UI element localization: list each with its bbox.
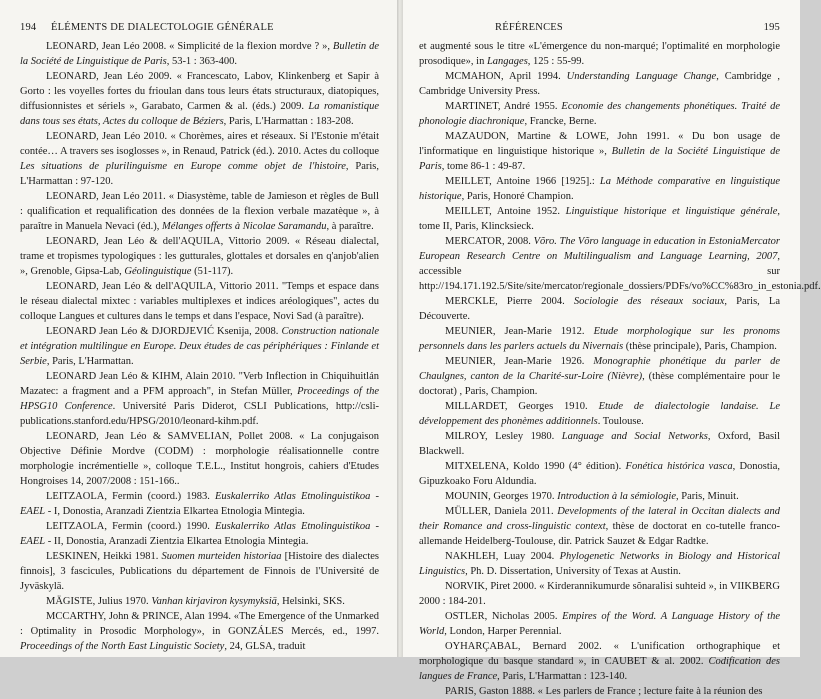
reference-text: LEONARD, Jean Léo & dell'AQUILA, Vittorio 2011. "Temps et espace dans le réseau dialectal mixtec : variables multiplexes et indices aréologiques", actes du colloque Langues et cultures dans le temps et dans l'espace, Novi Sad (à paraître). <box>20 281 379 322</box>
reference-text: MILLARDET, Georges 1910. <box>445 401 599 412</box>
reference-entry <box>20 69 379 129</box>
reference-text: , tome II, Paris, Klincksieck. <box>419 206 780 232</box>
reference-text: , tome 86-1 : 49-87. <box>441 161 526 172</box>
reference-title: Linguistique historique et linguistique générale <box>565 206 778 217</box>
left-running-head: ÉLÉMENTS DE DIALECTOLOGIE GÉNÉRALE <box>51 22 274 33</box>
reference-entry <box>419 99 780 129</box>
reference-entry <box>20 279 379 324</box>
reference-entry <box>419 639 780 684</box>
reference-entry <box>20 234 379 279</box>
reference-text: OSTLER, Nicholas 2005. <box>445 611 563 622</box>
reference-text: MAZAUDON, Martine & LOWE, John 1991. « Du bon usage de l'informatique en linguistique historique », <box>419 131 780 157</box>
reference-entry <box>20 324 379 369</box>
reference-text: PARIS, Gaston 1888. « Les parlers de France ; lecture faite à la réunion des <box>445 686 763 697</box>
reference-title: Sociologie des réseaux sociaux <box>573 296 725 307</box>
reference-title: Vanhan kirjaviron kysymyksiä <box>151 596 277 607</box>
reference-entry <box>419 579 780 609</box>
reference-entry <box>20 594 379 609</box>
right-page-number: 195 <box>763 22 780 33</box>
reference-title: Understanding Language Change <box>566 71 717 82</box>
reference-title: Empires of the Word. A Language History of the World <box>419 611 780 637</box>
reference-entry <box>20 429 379 489</box>
reference-entry <box>419 129 780 174</box>
reference-title: Etude morphologique sur les pronoms personnels dans les parlers actuels du Nivernais <box>419 326 780 352</box>
reference-text: LEONARD, Jean Léo & SAMVELIAN, Pollet 2008. « La conjugaison Objective Définie Mordve (CODM) : morphologie réalisationnelle contre morphologie incrémentielle », colloque T.E.L., Institut hongrois, cahiers d'Etudes Hongroises 14, 2007/2008 : 151-166.. <box>20 431 379 487</box>
reference-text: , 24, GLSA, traduit <box>224 641 306 652</box>
reference-text: , 53-1 : 363-400. <box>166 56 237 67</box>
reference-entry <box>419 609 780 639</box>
reference-text: et augmenté sous le titre «L'émergence du non-marqué; l'optimalité en morphologie prosodique», in <box>419 41 780 67</box>
reference-text: MÜLLER, Daniela 2011. <box>445 506 558 517</box>
reference-entry <box>419 324 780 354</box>
reference-text: LEITZAOLA, Fermin (coord.) 1990. <box>46 521 216 532</box>
reference-text: . Toulouse. <box>597 416 644 427</box>
reference-text: LESKINEN, Heikki 1981. <box>46 551 162 562</box>
reference-title: Language and Social Networks <box>561 431 708 442</box>
reference-entry <box>20 609 379 654</box>
reference-text: , Ph. D. Dissertation, University of Texas at Austin. <box>465 566 681 577</box>
reference-title: Developments of the lateral in Occitan dialects and their Romance and cross-linguistic context <box>419 506 780 532</box>
reference-entry <box>20 519 379 549</box>
reference-text: MERCKLE, Pierre 2004. <box>445 296 574 307</box>
reference-text: - II, Donostia, Aranzadi Zientzia Elkartea Etnologia Mintegia. <box>45 536 309 547</box>
reference-text: MCMAHON, April 1994. <box>445 71 567 82</box>
reference-continuation <box>419 39 780 69</box>
reference-text: LEONARD Jean Léo & KIHM, Alain 2010. "Verb Inflection in Chiquihuitlán Mazatec: a fragment and a PFM approach", in Stefan Müller, <box>20 371 379 397</box>
reference-entry <box>419 429 780 459</box>
reference-text: , Paris, L'Harmattan : 183-208. <box>223 116 354 127</box>
reference-title: Proceedings of the HPSG10 Conference <box>20 386 379 412</box>
left-page-number: 194 <box>20 22 37 33</box>
left-reference-list <box>20 39 379 654</box>
reference-text: MARTINET, André 1955. <box>445 101 562 112</box>
reference-text: LEITZAOLA, Fermin (coord.) 1983. <box>46 491 216 502</box>
reference-entry <box>20 129 379 189</box>
reference-text: MEUNIER, Jean-Marie 1912. <box>445 326 594 337</box>
reference-title: Fonética histórica vasca <box>625 461 733 472</box>
reference-entry <box>20 189 379 234</box>
reference-text: MITXELENA, Koldo 1990 (4° édition). <box>445 461 626 472</box>
reference-title: Etude de dialectologie landaise. Le développement des phonèmes additionnels <box>419 401 780 427</box>
reference-text: LEONARD, Jean Léo 2011. « Diasystème, table de Jamieson et règles de Bull : qualification et requalification des données de la flexion verbale mazatèque », à paraître in Manuela Nevaci (éd.), <box>20 191 379 232</box>
reference-text: , Paris, L'Harmattan : 97-120. <box>20 161 379 187</box>
reference-entry <box>419 399 780 429</box>
reference-text: , Helsinki, SKS. <box>276 596 345 607</box>
reference-title: Construction nationale et intégration multilingue en Europe. Deux études de cas périphériques : Finlande et Serbie <box>20 326 380 367</box>
reference-text: . Université Paris Diderot, CSLI Publications, http://csli-publications.stanford.edu/HPSG/2010/leonard-kihm.pdf. <box>20 401 379 427</box>
reference-text: (51-117). <box>191 266 234 277</box>
reference-text: , Francke, Berne. <box>524 116 597 127</box>
reference-text: [Histoire des dialectes finnois], 3 fascicules, Publications du département de Finnois de l'Université de Jyväskylä. <box>20 551 379 592</box>
reference-entry <box>419 174 780 204</box>
reference-entry <box>419 294 780 324</box>
reference-title: Võro. The Võro language in education in EstoniaMercator European Research Centre on Multilingualism and Language Learning, 2007 <box>419 236 780 262</box>
reference-entry <box>419 459 780 489</box>
reference-text: MEILLET, Antoine 1952. <box>445 206 566 217</box>
reference-title: Proceedings of the North East Linguistic Society <box>20 641 225 652</box>
reference-title: Economie des changements phonétiques. Traité de phonologie diachronique <box>419 101 780 127</box>
reference-title: Langages <box>486 56 528 67</box>
reference-text: NAKHLEH, Luay 2004. <box>445 551 560 562</box>
reference-text: , accessible sur http://194.171.192.5/Site/site/mercator/regionale_dossiers/PDFs/vo%CC%83ro_in_estonia.pdf. <box>419 251 821 292</box>
reference-title: Bulletin de la Société de Linguistique de Paris <box>20 41 379 67</box>
reference-text: MEILLET, Antoine 1966 [1925].: <box>445 176 600 187</box>
reference-title: La romanistique dans tous ses états, Actes du colloque de Béziers <box>20 101 379 127</box>
reference-title: Suomen murteiden historiaa <box>161 551 282 562</box>
reference-entry <box>419 204 780 234</box>
right-reference-list <box>419 39 821 699</box>
reference-text: MÄGISTE, Julius 1970. <box>46 596 152 607</box>
left-running-header <box>20 0 379 33</box>
left-page <box>0 0 397 657</box>
reference-title: Euskalerriko Atlas Etnolinguistikoa - EAEL <box>20 521 380 547</box>
reference-title: Géolinguistique <box>124 266 192 277</box>
reference-title: Phylogenetic Networks in Biology and Historical Linguistics <box>419 551 780 577</box>
reference-entry <box>20 549 379 594</box>
reference-text: , thèse de doctorat en co-tutelle franco-allemande Heidelberg-Toulouse, dir. Patrick Sauzet & Edgar Radtke. <box>419 521 780 547</box>
reference-title: Les situations de plurilinguisme en Europe comme objet de l'histoire <box>20 161 346 172</box>
reference-text: NORVIK, Piret 2000. « Kirderannikumurde sõnaralisi suhteid », in VIIKBERG 2000 : 184-201. <box>419 581 780 607</box>
reference-text: (thèse principale), Paris, Champion. <box>623 341 777 352</box>
reference-text: , Paris, Minuit. <box>675 491 739 502</box>
reference-entry <box>419 234 821 294</box>
reference-entry <box>20 369 379 429</box>
reference-text: , Paris, La Découverte. <box>419 296 780 322</box>
reference-text: , Paris, Honoré Champion. <box>461 191 574 202</box>
reference-text: , (thèse complémentaire pour le doctorat) , Paris, Champion. <box>419 371 780 397</box>
reference-entry <box>20 39 379 69</box>
reference-text: - I, Donostia, Aranzadi Zientzia Elkartea Etnologia Mintegia. <box>45 506 305 517</box>
right-page <box>403 0 821 697</box>
right-running-header <box>419 0 780 33</box>
reference-text: MERCATOR, 2008. <box>445 236 534 247</box>
reference-entry <box>419 504 780 549</box>
reference-entry <box>419 684 780 699</box>
reference-text: OYHARÇABAL, Bernard 2002. « L'unification orthographique et morphologique du basque standard », in CAUBET & al. 2002. <box>419 641 780 667</box>
reference-text: MEUNIER, Jean-Marie 1926. <box>445 356 594 367</box>
reference-text: LEONARD, Jean Léo & dell'AQUILA, Vittorio 2009. « Réseau dialectal, trame et tropismes typologiques : les gutturales, glottales et dorsales en q'anjob'alien », Grenoble, Gipsa-Lab, <box>20 236 379 277</box>
reference-text: LEONARD, Jean Léo 2009. « Francescato, Labov, Klinkenberg et Sapir à Gorto : les voyelles fortes du frioulan dans tous leurs états structuraux, diatopiques, diffusionnistes et sériels », Garabato, Carmen & al. (éds.) 2009. <box>20 71 379 112</box>
reference-text: , 125 : 55-99. <box>527 56 585 67</box>
reference-text: , Donostia, Gipuzkoako Foru Aldundia. <box>419 461 780 487</box>
reference-text: , Cambridge , Cambridge University Press. <box>419 71 781 97</box>
reference-title: Monographie phonétique du parler de Chaulgnes, canton de la Charité-sur-Loire (Nièvre) <box>419 356 780 382</box>
reference-text: MILROY, Lesley 1980. <box>445 431 562 442</box>
reference-text: , Oxford, Basil Blackwell. <box>419 431 780 457</box>
reference-text: LEONARD Jean Léo & DJORDJEVIĆ Ksenija, 2008. <box>46 326 282 337</box>
reference-entry <box>419 69 780 99</box>
reference-title: Introduction à la sémiologie <box>557 491 676 502</box>
reference-text: , à paraître. <box>326 221 374 232</box>
reference-title: Euskalerriko Atlas Etnolinguistikoa - EAEL <box>20 491 380 517</box>
reference-text: LEONARD, Jean Léo 2008. « Simplicité de la flexion mordve ? », <box>46 41 333 52</box>
reference-title: La Méthode comparative en linguistique historique <box>419 176 780 202</box>
reference-entry <box>419 489 780 504</box>
reference-title: Mélanges offerts à Nicolae Saramandu <box>161 221 327 232</box>
right-running-head: RÉFÉRENCES <box>495 22 563 33</box>
reference-entry <box>20 489 379 519</box>
reference-entry <box>419 549 780 579</box>
reference-text: , Paris, L'Harmattan. <box>46 356 134 367</box>
reference-title: Bulletin de la Société Linguistique de Paris <box>419 146 780 172</box>
reference-text: , London, Harper Perennial. <box>444 626 562 637</box>
reference-title: Codification des langues de France <box>419 656 781 682</box>
reference-text: MCCARTHY, John & PRINCE, Alan 1994. «The Emergence of the Unmarked : Optimality in Prosodic Morphology», in GONZÁLES Mercés, ed., 1997. <box>20 611 379 637</box>
reference-text: , Paris, L'Harmattan : 123-140. <box>497 671 628 682</box>
reference-text: LEONARD, Jean Léo 2010. « Chorèmes, aires et réseaux. Si l'Estonie m'était contée… A travers ses isoglosses », in Renaud, Patrick (éd.). 2010. Actes du colloque <box>20 131 379 157</box>
reference-entry <box>419 354 780 399</box>
reference-text: MOUNIN, Georges 1970. <box>445 491 558 502</box>
